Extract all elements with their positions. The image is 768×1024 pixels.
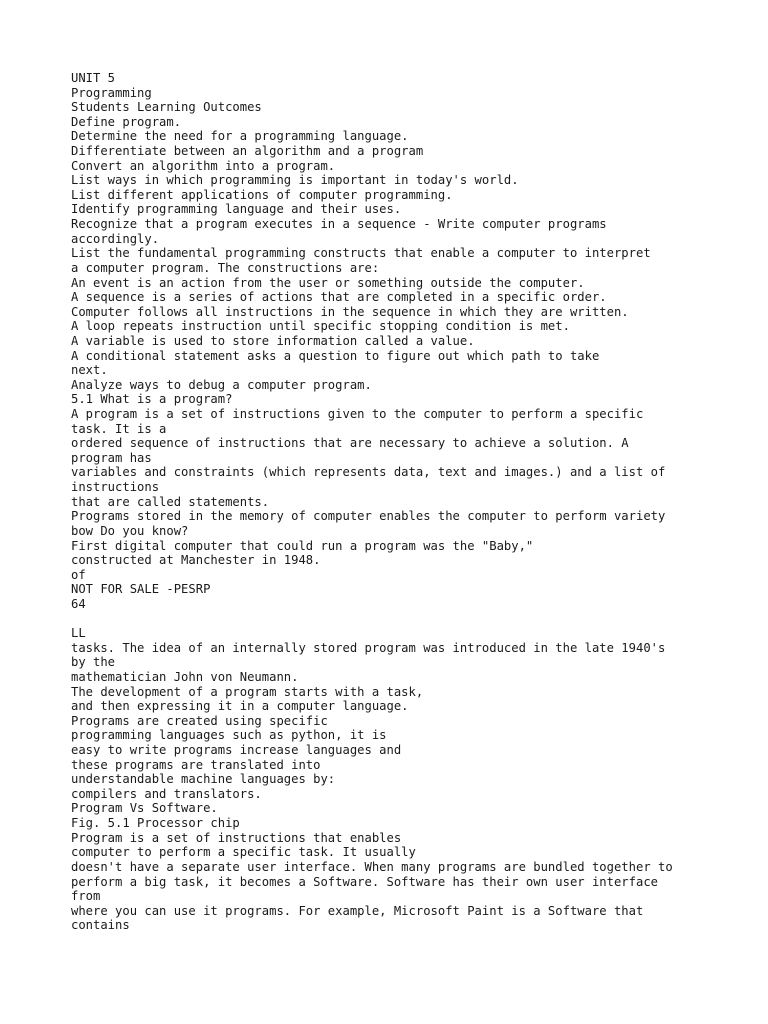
text-line: instructions (71, 480, 160, 495)
text-line: doesn't have a separate user interface. When many programs are bundled together to (71, 859, 673, 874)
text-line: easy to write programs increase languages and (71, 743, 402, 758)
text-line: A sequence is a series of actions that are completed in a specific order. (71, 290, 607, 305)
text-line: NOT FOR SALE -PESRP (71, 582, 211, 597)
text-line: Define program. (71, 114, 182, 129)
text-line: of (71, 567, 86, 582)
text-line: variables and constraints (which represents data, text and images.) and a list of (71, 465, 666, 480)
text-line: Programs stored in the memory of computer enables the computer to perform variety (71, 509, 666, 524)
text-line: these programs are translated into (71, 757, 321, 772)
text-line: An event is an action from the user or something outside the computer. (71, 275, 585, 290)
text-line: next. (71, 363, 108, 378)
text-line: mathematician John von Neumann. (71, 669, 299, 684)
text-line: Convert an algorithm into a program. (71, 158, 336, 173)
text-line: that are called statements. (71, 494, 270, 509)
text-line: tasks. The idea of an internally stored program was introduced in the late 1940's (71, 640, 666, 655)
text-line: UNIT 5 (71, 71, 116, 85)
text-line: programming languages such as python, it is (71, 728, 387, 743)
text-line: List ways in which programming is important in today's world. (71, 173, 519, 188)
text-line: Students Learning Outcomes (71, 100, 262, 115)
text-line: program has (71, 450, 152, 465)
text-line: constructed at Manchester in 1948. (71, 553, 321, 568)
text-line: A conditional statement asks a question to figure out which path to take (71, 348, 600, 363)
text-line: Recognize that a program executes in a sequence - Write computer programs (71, 217, 607, 232)
text-line: A variable is used to store information called a value. (71, 333, 475, 348)
text-line: understandable machine languages by: (71, 772, 336, 787)
text-line: A loop repeats instruction until specific stopping condition is met. (71, 319, 570, 334)
text-line: Programming (71, 85, 152, 100)
text-line: contains (71, 918, 130, 933)
text-line: The development of a program starts with a task, (71, 684, 424, 699)
text-line: from (71, 889, 101, 904)
text-line: 64 (71, 596, 86, 611)
text-line: LL (71, 626, 86, 641)
text-line: and then expressing it in a computer language. (71, 699, 409, 714)
text-line: Computer follows all instructions in the sequence in which they are written. (71, 304, 629, 319)
text-line: Identify programming language and their uses. (71, 202, 402, 217)
text-line: A program is a set of instructions given to the computer to perform a specific (71, 407, 644, 422)
text-line: a computer program. The constructions are: (71, 260, 380, 275)
text-line: 5.1 What is a program? (71, 392, 233, 407)
text-line: List different applications of computer programming. (71, 187, 453, 202)
text-line: task. It is a (71, 421, 167, 436)
text-line: Fig. 5.1 Processor chip (71, 816, 240, 831)
text-line: Analyze ways to debug a computer program. (71, 377, 372, 392)
text-line: by the (71, 655, 116, 670)
text-line: perform a big task, it becomes a Software. Software has their own user interface (71, 874, 658, 889)
text-line: Programs are created using specific (71, 713, 328, 728)
text-line: compilers and translators. (71, 786, 262, 801)
text-line: bow Do you know? (71, 523, 189, 538)
document-text-body (71, 71, 758, 933)
text-line: First digital computer that could run a program was the "Baby," (71, 538, 534, 553)
text-line: accordingly. (71, 231, 160, 246)
text-line: Differentiate between an algorithm and a program (71, 144, 424, 159)
text-line: ordered sequence of instructions that are necessary to achieve a solution. A (71, 436, 629, 451)
text-line: Program Vs Software. (71, 801, 218, 816)
text-line: Determine the need for a programming language. (71, 129, 409, 144)
text-line: where you can use it programs. For example, Microsoft Paint is a Software that (71, 903, 644, 918)
text-line: computer to perform a specific task. It usually (71, 845, 416, 860)
blank-line (71, 612, 758, 627)
text-line: Program is a set of instructions that enables (71, 830, 402, 845)
text-line: List the fundamental programming constructs that enable a computer to interpret (71, 246, 651, 261)
